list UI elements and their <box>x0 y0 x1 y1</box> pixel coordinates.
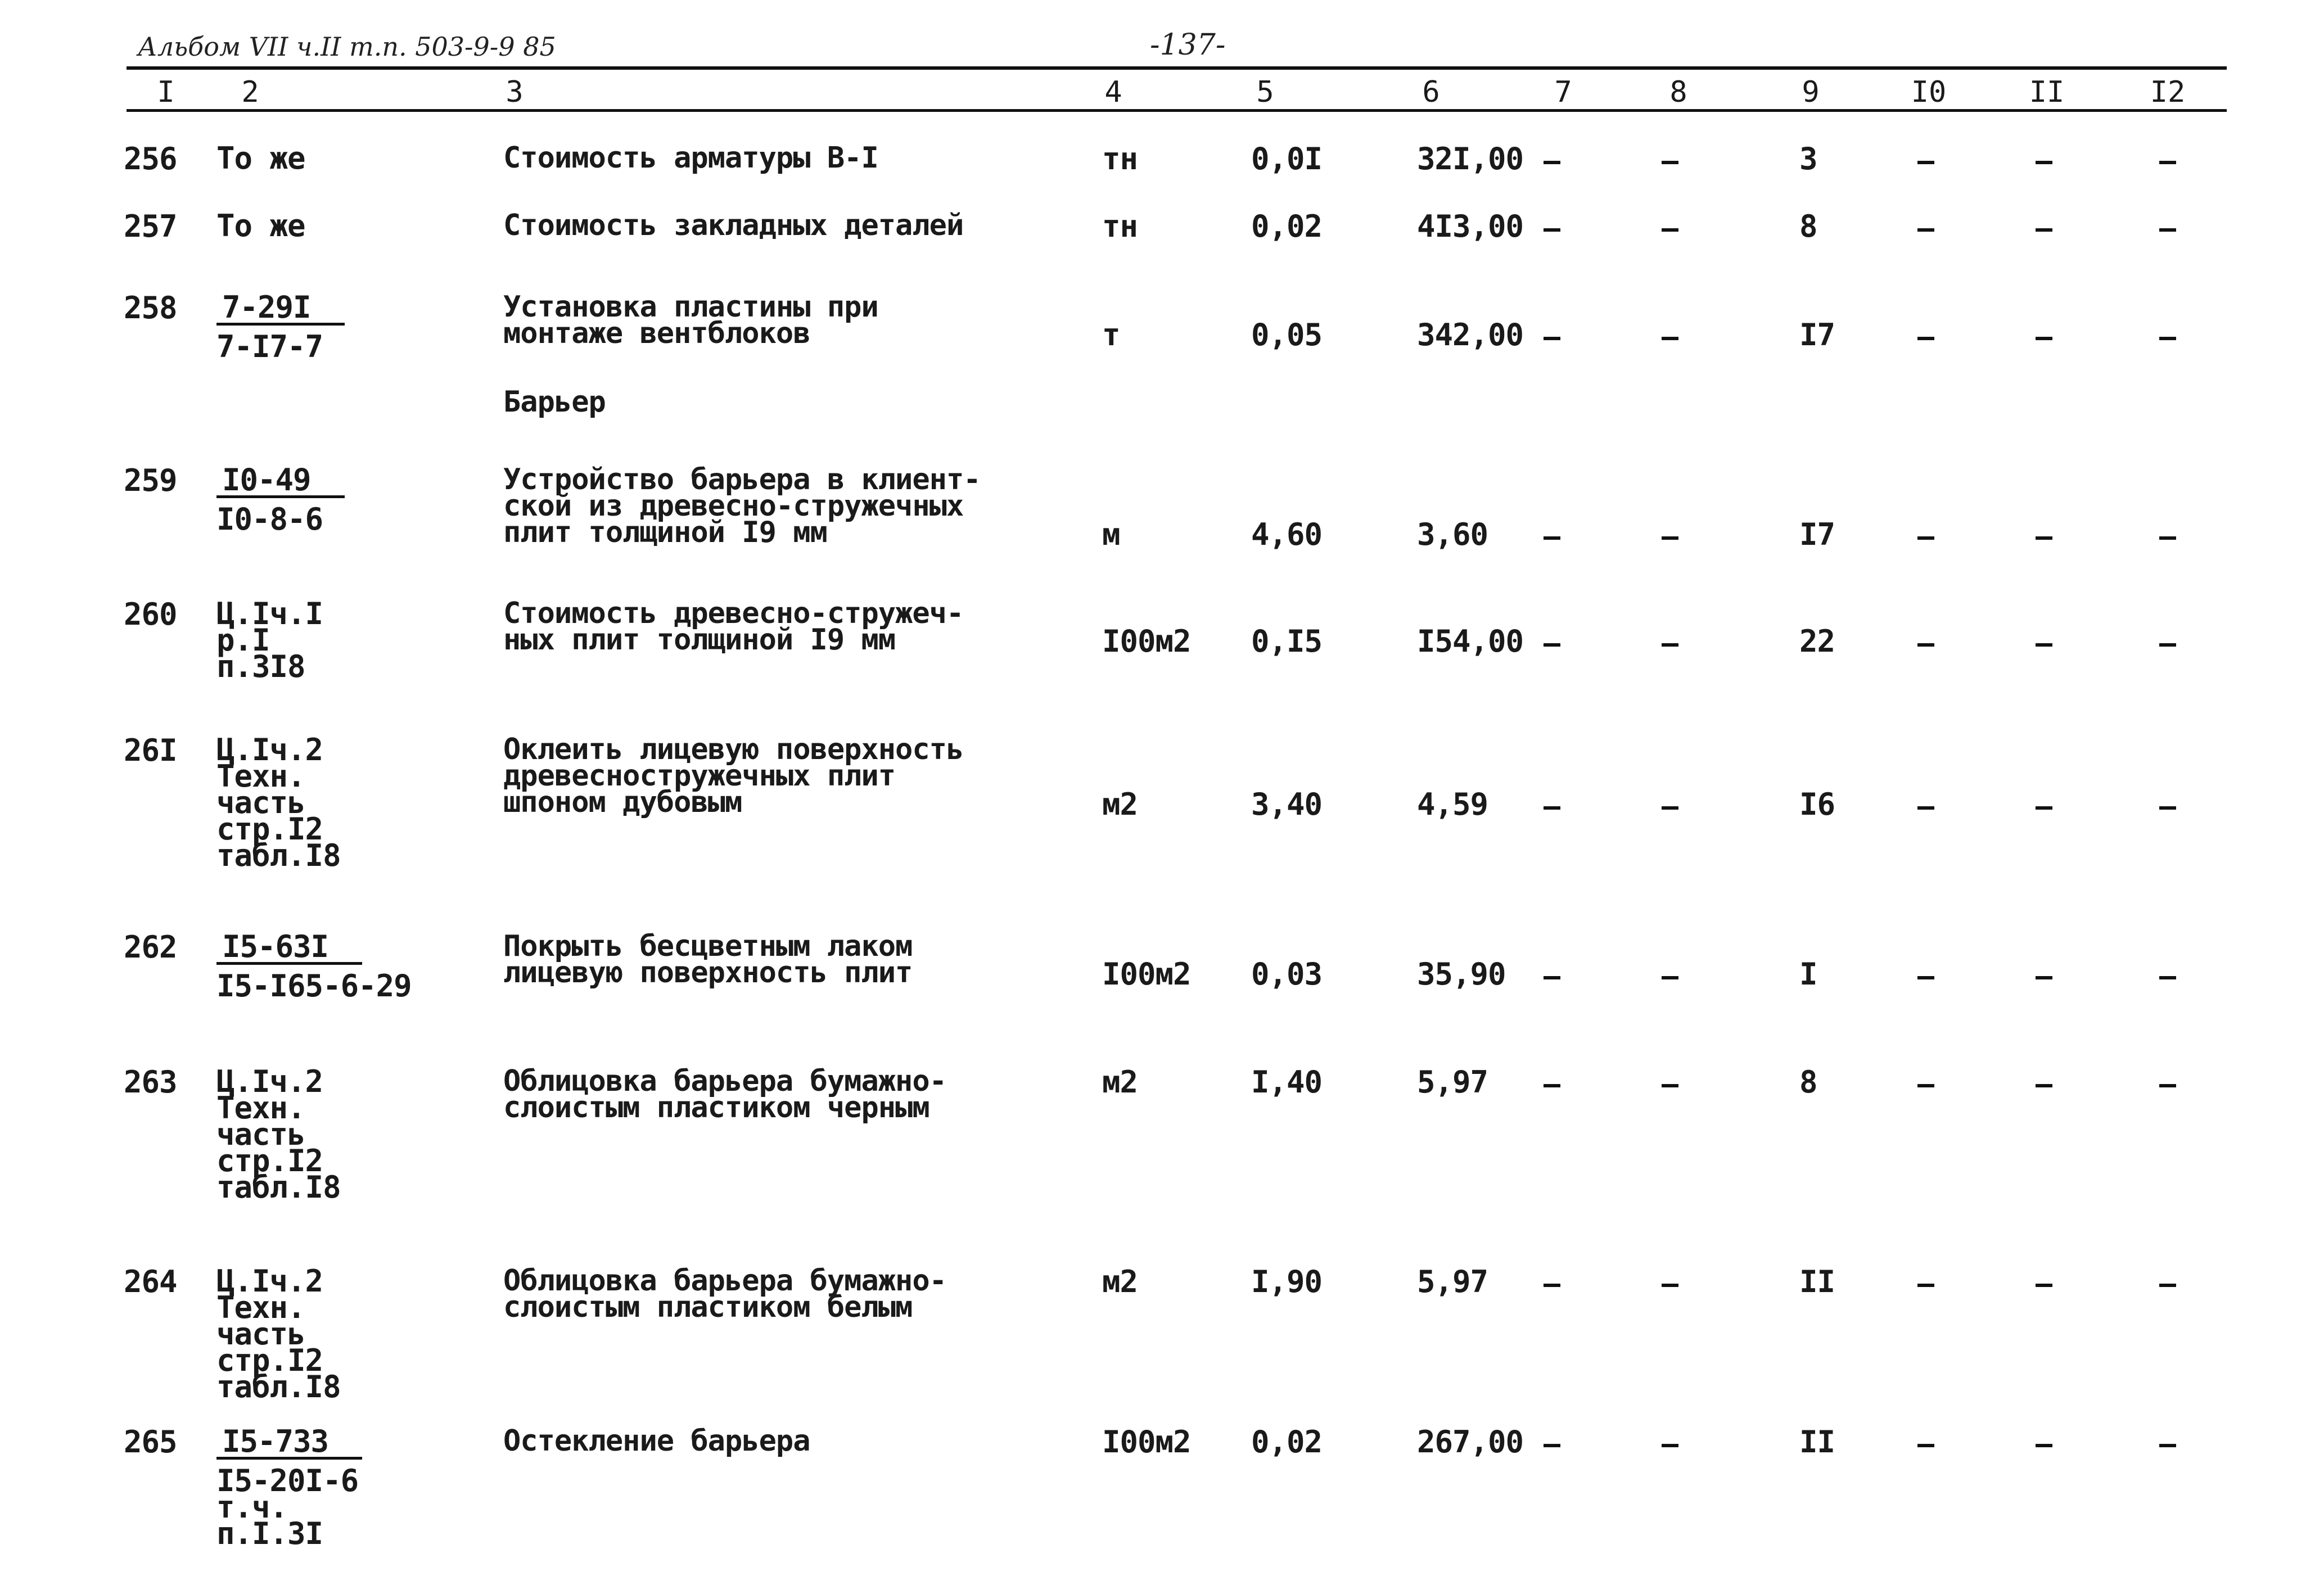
price-reference-line: Ц.Iч.2 <box>216 1263 323 1299</box>
empty-cell-dash <box>2036 161 2052 164</box>
unit-price: 4I3,00 <box>1417 209 1524 244</box>
section-title: Барьер <box>503 385 606 419</box>
row-number: 265 <box>124 1424 177 1460</box>
work-description-line: Покрыть бесцветным лаком <box>503 929 913 963</box>
empty-cell-dash <box>1917 228 1934 232</box>
unit-price: 32I,00 <box>1417 141 1524 177</box>
empty-cell-dash <box>2036 1084 2052 1087</box>
empty-cell-dash <box>1544 536 1560 540</box>
unit-price: 5,97 <box>1417 1064 1488 1100</box>
work-description-line: ской из древесно-стружечных <box>503 489 964 523</box>
row-number: 256 <box>124 141 177 177</box>
header-rule-top <box>127 66 2227 70</box>
work-description <box>503 597 964 657</box>
unit-price: 4,59 <box>1417 787 1488 822</box>
price-reference <box>216 732 341 873</box>
unit-price: 3,60 <box>1417 517 1488 552</box>
price-reference-line: р.I <box>216 622 270 658</box>
price-reference-line: I5-20I-6 <box>216 1463 359 1498</box>
row-number: 262 <box>124 929 177 965</box>
price-reference-line: табл.I8 <box>216 838 341 873</box>
price-reference-line: То же <box>216 141 305 176</box>
row-number: 258 <box>124 290 177 326</box>
price-reference-line: Техн. <box>216 1290 305 1325</box>
price-reference-line: Ц.Iч.I <box>216 596 323 631</box>
work-description-line: слоистым пластиком черным <box>503 1091 929 1125</box>
empty-cell-dash <box>2036 1444 2052 1447</box>
work-description <box>503 141 878 175</box>
work-description-line: Остекление барьера <box>503 1424 810 1458</box>
empty-cell-dash <box>2036 643 2052 647</box>
price-reference-line: I5-733 <box>216 1428 362 1460</box>
work-description <box>503 463 981 549</box>
work-description <box>503 733 964 819</box>
unit: м2 <box>1102 787 1138 822</box>
empty-cell-dash <box>1917 161 1934 164</box>
work-description-line: слоистым пластиком белым <box>503 1290 913 1324</box>
price-reference-line: Ц.Iч.2 <box>216 732 323 767</box>
empty-cell-dash <box>2159 1084 2176 1087</box>
unit: тн <box>1102 141 1138 177</box>
row-number: 259 <box>124 463 177 498</box>
empty-cell-dash <box>1544 976 1560 979</box>
empty-cell-dash <box>1544 228 1560 232</box>
empty-cell-dash <box>2159 337 2176 340</box>
price-reference-line: часть <box>216 1117 305 1152</box>
empty-cell-dash <box>2159 228 2176 232</box>
empty-cell-dash <box>1662 228 1678 232</box>
quantity: 0,02 <box>1251 1424 1323 1460</box>
column-9-value: II <box>1799 1264 1835 1299</box>
unit: т <box>1102 317 1120 353</box>
work-description <box>503 209 964 242</box>
price-reference-line: I0-49 <box>216 467 345 498</box>
price-reference <box>216 290 345 364</box>
unit-price: 5,97 <box>1417 1264 1488 1299</box>
price-reference-line: табл.I8 <box>216 1169 341 1205</box>
empty-cell-dash <box>2159 643 2176 647</box>
quantity: 0,I5 <box>1251 624 1323 659</box>
quantity: 4,60 <box>1251 517 1323 552</box>
empty-cell-dash <box>1662 976 1678 979</box>
unit: I00м2 <box>1102 624 1191 659</box>
column-header-2: 2 <box>241 75 259 109</box>
work-description-line: Стоимость древесно-стружеч- <box>503 597 964 630</box>
work-description-line: ных плит толщиной I9 мм <box>503 623 896 657</box>
empty-cell-dash <box>2159 1444 2176 1447</box>
column-header-9: 9 <box>1802 75 1820 109</box>
empty-cell-dash <box>1662 1084 1678 1087</box>
price-reference-line: I0-8-6 <box>216 502 323 537</box>
work-description-line: Стоимость арматуры В-I <box>503 141 878 175</box>
row-number: 260 <box>124 597 177 632</box>
empty-cell-dash <box>2036 1284 2052 1287</box>
empty-cell-dash <box>2159 806 2176 810</box>
work-description-line: Устройство барьера в клиент- <box>503 463 981 496</box>
empty-cell-dash <box>1917 1444 1934 1447</box>
empty-cell-dash <box>1917 976 1934 979</box>
row-number: 264 <box>124 1264 177 1299</box>
quantity: 0,05 <box>1251 317 1323 353</box>
empty-cell-dash <box>1544 806 1560 810</box>
column-header-4: 4 <box>1104 75 1122 109</box>
column-9-value: 8 <box>1799 209 1817 244</box>
column-header-8: 8 <box>1669 75 1687 109</box>
empty-cell-dash <box>1662 1444 1678 1447</box>
work-description-line: лицевую поверхность плит <box>503 956 913 990</box>
empty-cell-dash <box>2036 228 2052 232</box>
unit-price: 342,00 <box>1417 317 1524 353</box>
price-reference-line: часть <box>216 785 305 820</box>
work-description-line: Стоимость закладных деталей <box>503 209 964 242</box>
unit-price: 35,90 <box>1417 956 1506 992</box>
unit: м <box>1102 517 1120 552</box>
empty-cell-dash <box>1917 1284 1934 1287</box>
price-reference <box>216 141 305 176</box>
empty-cell-dash <box>1917 337 1934 340</box>
empty-cell-dash <box>1662 643 1678 647</box>
column-9-value: 22 <box>1799 624 1835 659</box>
price-reference-line: Техн. <box>216 1090 305 1126</box>
price-reference-line: стр.I2 <box>216 1343 323 1378</box>
empty-cell-dash <box>1917 806 1934 810</box>
empty-cell-dash <box>1544 1444 1560 1447</box>
album-reference: Альбом VII ч.II т.п. 503-9-9 85 <box>138 31 556 62</box>
price-reference-line: Ц.Iч.2 <box>216 1064 323 1099</box>
empty-cell-dash <box>2036 806 2052 810</box>
work-description-line: монтаже вентблоков <box>503 317 810 350</box>
price-reference <box>216 1424 362 1551</box>
empty-cell-dash <box>1544 337 1560 340</box>
price-reference <box>216 462 345 537</box>
quantity: I,40 <box>1251 1064 1323 1100</box>
empty-cell-dash <box>2036 536 2052 540</box>
work-description-line: Установка пластины при <box>503 290 878 324</box>
empty-cell-dash <box>1662 161 1678 164</box>
price-reference-line: стр.I2 <box>216 1143 323 1178</box>
unit-price: I54,00 <box>1417 624 1524 659</box>
price-reference-line: 7-29I <box>216 294 345 326</box>
quantity: I,90 <box>1251 1264 1323 1299</box>
row-number: 257 <box>124 209 177 244</box>
column-header-7: 7 <box>1554 75 1572 109</box>
work-description <box>503 290 878 350</box>
empty-cell-dash <box>1917 1084 1934 1087</box>
work-description-line: шпоном дубовым <box>503 785 742 819</box>
page-number: -137- <box>1150 28 1226 62</box>
work-description <box>503 1064 946 1125</box>
quantity: 0,0I <box>1251 141 1323 177</box>
price-reference <box>216 929 412 1004</box>
empty-cell-dash <box>1544 1284 1560 1287</box>
work-description-line: плит толщиной I9 мм <box>503 516 827 549</box>
quantity: 0,03 <box>1251 956 1323 992</box>
column-header-11: II <box>2029 75 2065 109</box>
empty-cell-dash <box>2159 161 2176 164</box>
column-header-5: 5 <box>1256 75 1274 109</box>
price-reference-line: п.3I8 <box>216 649 305 684</box>
unit: I00м2 <box>1102 1424 1191 1460</box>
unit: м2 <box>1102 1064 1138 1100</box>
empty-cell-dash <box>2159 1284 2176 1287</box>
work-description-line: Облицовка барьера бумажно- <box>503 1064 946 1098</box>
empty-cell-dash <box>1917 643 1934 647</box>
price-reference-line: табл.I8 <box>216 1369 341 1405</box>
empty-cell-dash <box>1544 161 1560 164</box>
column-header-12: I2 <box>2150 75 2186 109</box>
unit-price: 267,00 <box>1417 1424 1524 1460</box>
price-reference-line: т.ч. <box>216 1489 288 1525</box>
column-9-value: I7 <box>1799 317 1835 353</box>
unit: I00м2 <box>1102 956 1191 992</box>
price-reference-line: п.I.3I <box>216 1516 323 1551</box>
column-header-6: 6 <box>1422 75 1440 109</box>
unit: м2 <box>1102 1264 1138 1299</box>
price-reference-line: То же <box>216 208 305 243</box>
empty-cell-dash <box>1544 1084 1560 1087</box>
column-9-value: I <box>1799 956 1817 992</box>
price-reference <box>216 596 323 684</box>
row-number: 26I <box>124 733 177 768</box>
header-rule-bottom <box>127 109 2227 112</box>
empty-cell-dash <box>2036 337 2052 340</box>
price-reference <box>216 1263 341 1405</box>
work-description-line: Оклеить лицевую поверхность <box>503 733 964 766</box>
empty-cell-dash <box>2159 976 2176 979</box>
price-reference <box>216 208 305 243</box>
price-reference-line: 7-I7-7 <box>216 329 323 364</box>
price-reference-line: I5-63I <box>216 933 362 965</box>
price-reference-line: часть <box>216 1316 305 1352</box>
price-reference-line: стр.I2 <box>216 811 323 847</box>
work-description-line: Облицовка барьера бумажно- <box>503 1264 946 1298</box>
work-description <box>503 1264 946 1324</box>
column-9-value: 3 <box>1799 141 1817 177</box>
empty-cell-dash <box>1662 337 1678 340</box>
unit: тн <box>1102 209 1138 244</box>
quantity: 0,02 <box>1251 209 1323 244</box>
empty-cell-dash <box>1662 1284 1678 1287</box>
column-header-3: 3 <box>506 75 524 109</box>
work-description-line: древесностружечных плит <box>503 759 896 793</box>
empty-cell-dash <box>1544 643 1560 647</box>
empty-cell-dash <box>2159 536 2176 540</box>
empty-cell-dash <box>1662 806 1678 810</box>
empty-cell-dash <box>1662 536 1678 540</box>
work-description <box>503 1424 810 1458</box>
empty-cell-dash <box>2036 976 2052 979</box>
empty-cell-dash <box>1917 536 1934 540</box>
column-9-value: II <box>1799 1424 1835 1460</box>
column-header-1: I <box>157 75 175 109</box>
work-description <box>503 929 913 990</box>
column-9-value: 8 <box>1799 1064 1817 1100</box>
price-reference <box>216 1064 341 1205</box>
price-reference-line: I5-I65-6-29 <box>216 968 412 1004</box>
column-9-value: I6 <box>1799 787 1835 822</box>
price-reference-line: Техн. <box>216 758 305 794</box>
column-header-10: I0 <box>1911 75 1947 109</box>
quantity: 3,40 <box>1251 787 1323 822</box>
column-9-value: I7 <box>1799 517 1835 552</box>
row-number: 263 <box>124 1064 177 1100</box>
